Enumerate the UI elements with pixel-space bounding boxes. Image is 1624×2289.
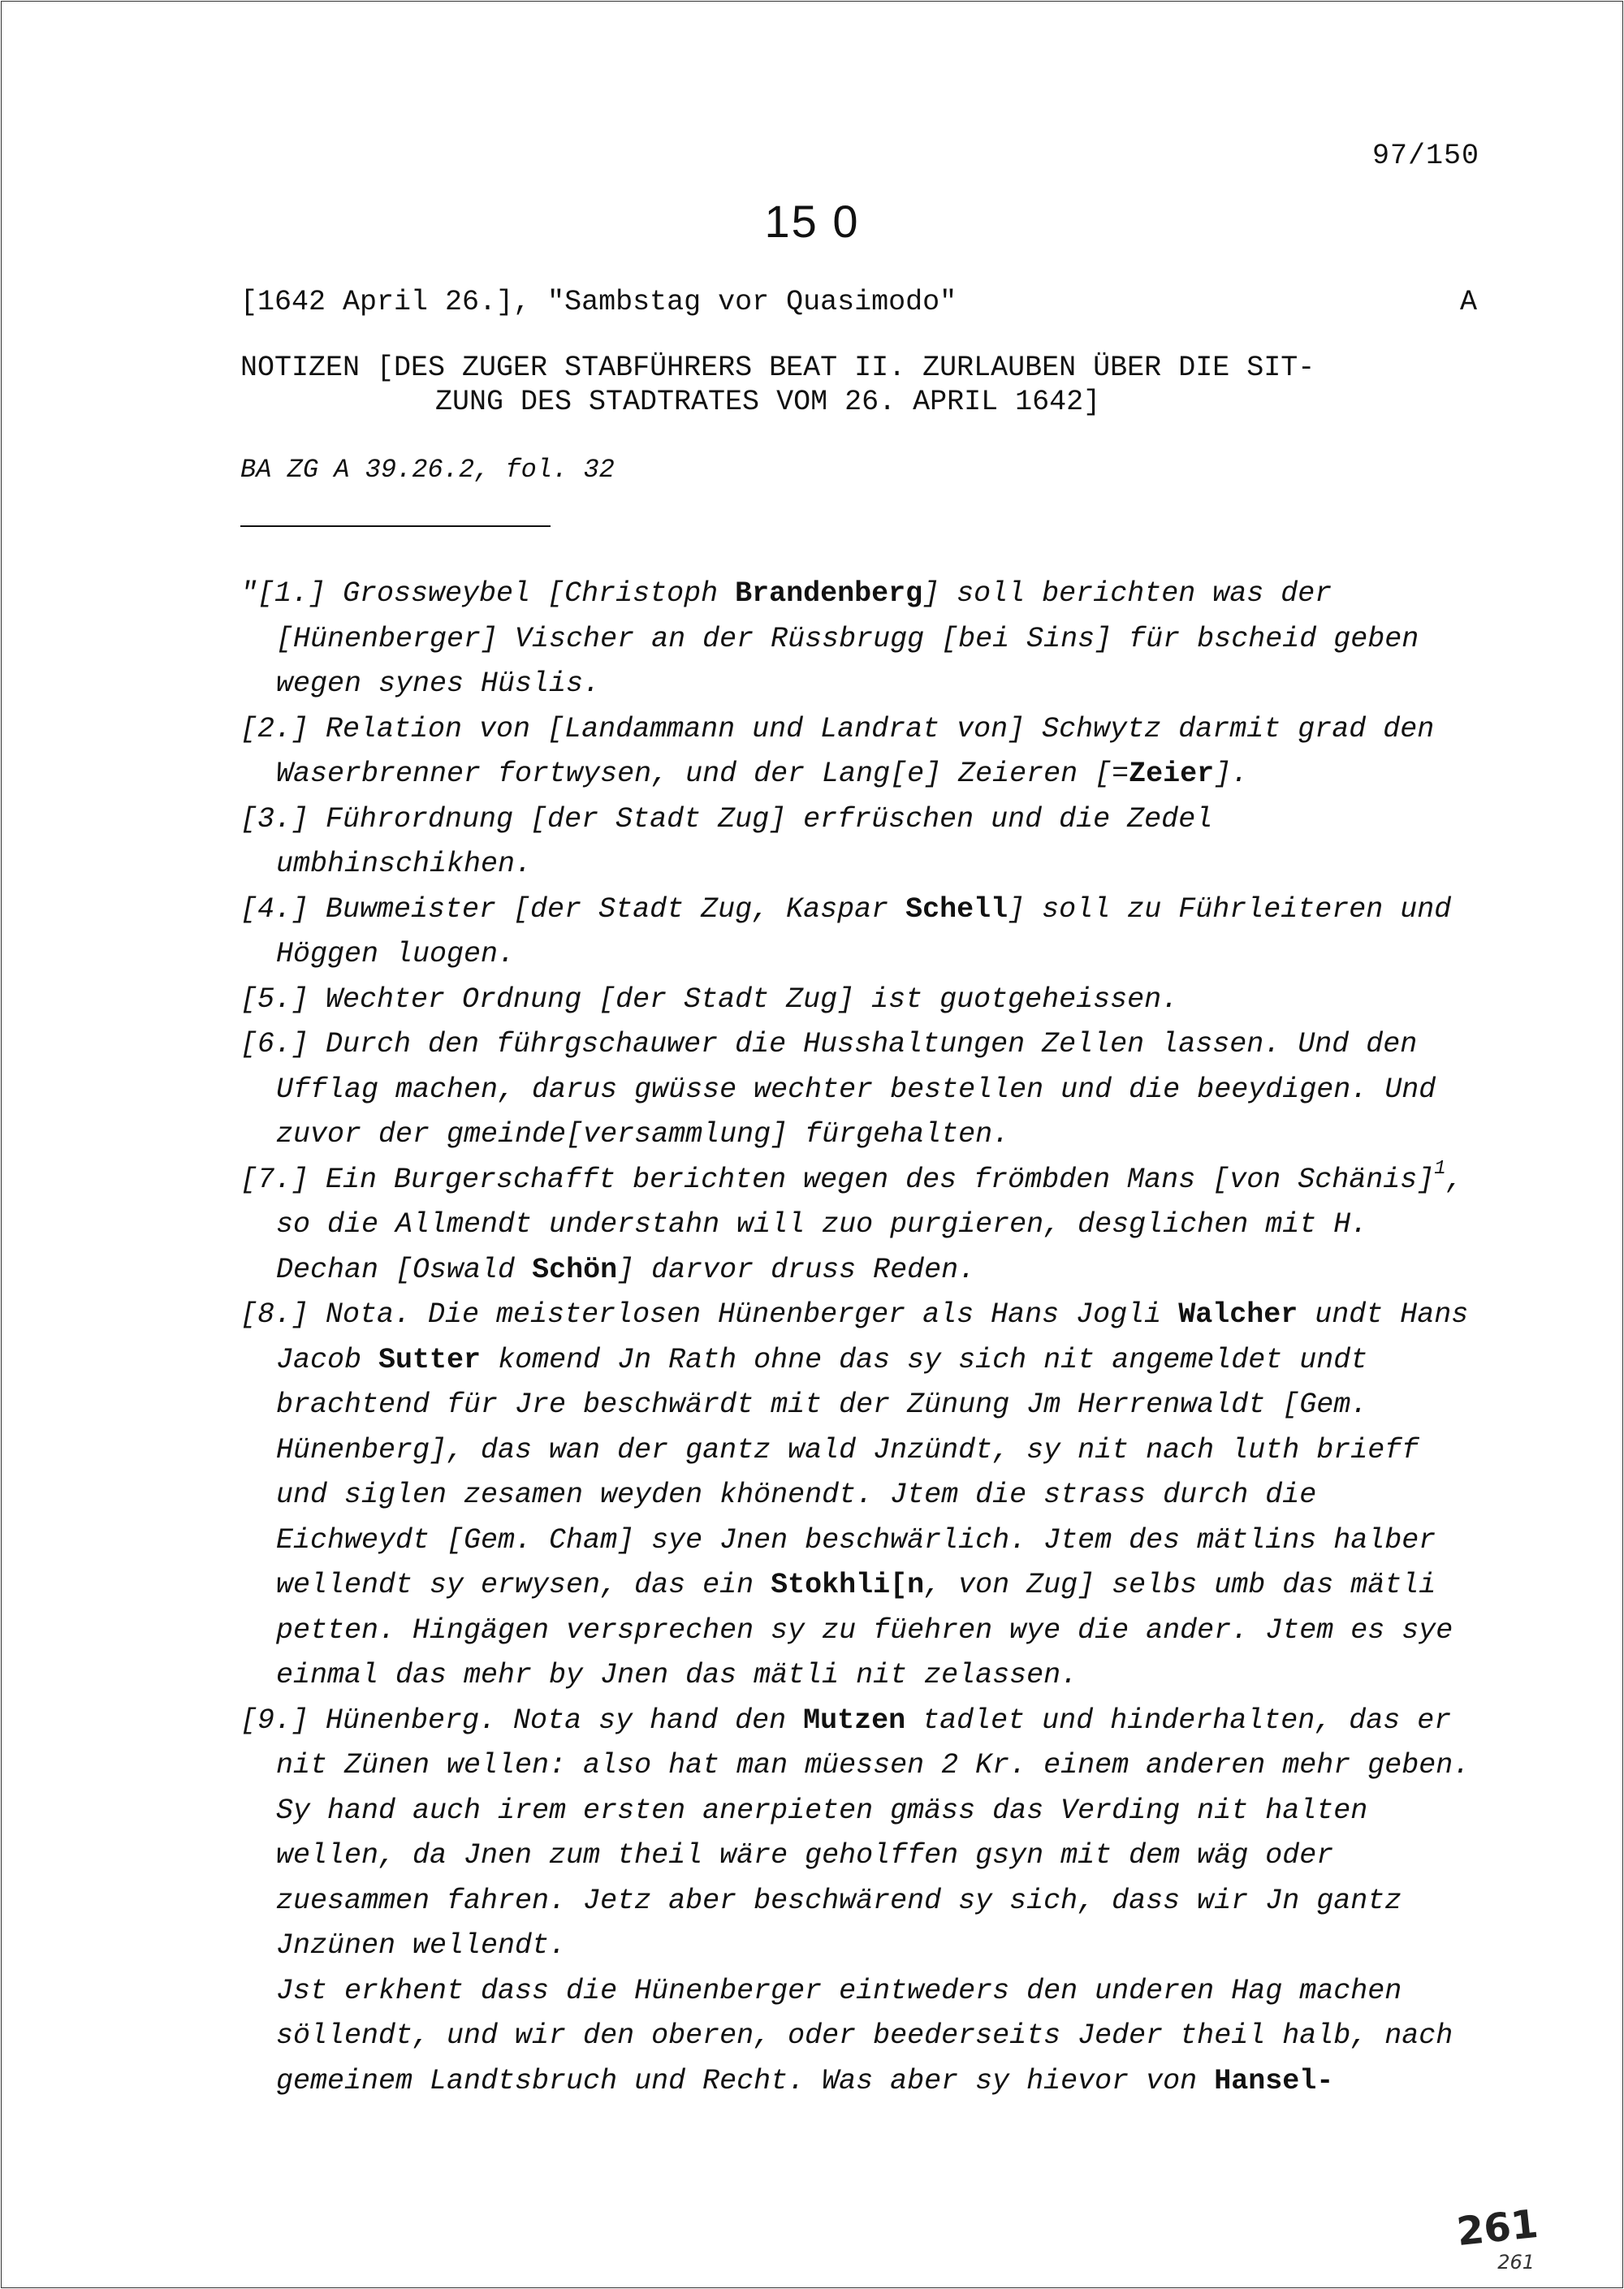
- handwritten-page-number: 261: [1454, 2200, 1540, 2256]
- entry-9-paragraph-3: Jst erkhent dass die Hünenberger eintweders den underen Hag machen söllendt, und wir den oberen, oder beederseits Jeder theil halb, nach gemeinem Landtsbruch und Recht. Was aber sy hievor von Hansel-: [276, 1974, 1453, 2097]
- entry-3: [3.] Führordnung [der Stadt Zug] erfrüschen und die Zedel umbhinschikhen.: [240, 802, 1213, 880]
- date-text: [1642 April 26.], "Sambstag vor Quasimodo": [240, 286, 957, 318]
- document-heading: [240, 351, 1477, 419]
- entry-9: [9.] Hünenberg. Nota sy hand den Mutzen tadlet und hinderhalten, das er nit Zünen wellen: also hat man müessen 2 Kr. einem anderen mehr geben.: [240, 1704, 1471, 1782]
- name-sutter: Sutter: [378, 1343, 482, 1376]
- name-brandenberg: Brandenberg: [735, 577, 923, 610]
- footnote-marker: 1: [1434, 1157, 1446, 1180]
- page-reference: 97/150: [1371, 140, 1479, 172]
- separator-rule: [240, 525, 551, 527]
- name-walcher: Walcher: [1178, 1298, 1298, 1331]
- handwritten-page-number-small: 261: [1497, 2251, 1535, 2274]
- heading-line-2: ZUNG DES STADTRATES VOM 26. APRIL 1642]: [435, 386, 1101, 418]
- entry-8: [8.] Nota. Die meisterlosen Hünenberger als Hans Jogli Walcher undt Hans Jacob Sutter komend Jn Rath ohne das sy sich nit angemeldet undt brachtend für Jre beschwärdt mit der Zünung Jm Herrenwaldt [Gem. Hünenberg], das wan der gantz wald Jnzündt, sy nit nach luth brieff und siglen zesamen weyden khönendt. Jtem die strass durch die Eichweydt [Gem. Cham] sye Jnen beschwärlich. Jtem des mätlins halber wellendt sy erwysen, das ein Stokhli[n, von Zug] selbs umb das mätli petten. Hingägen versprechen sy zu füehren wye die ander. Jtem es sye einmal das mehr by Jnen das mätli nit zelassen.: [240, 1298, 1469, 1691]
- document-body: [240, 572, 1483, 2104]
- date-line: [240, 286, 1477, 318]
- name-schell: Schell: [905, 892, 1009, 926]
- name-hansel: Hansel-: [1214, 2064, 1334, 2097]
- name-mutzen: Mutzen: [803, 1704, 906, 1737]
- document-number: 15 0: [764, 196, 860, 247]
- entry-6: [6.] Durch den führgschauwer die Husshaltungen Zellen lassen. Und den Ufflag machen, darus gwüsse wechter bestellen und die beeydigen. Und zuvor der gmeinde[versammlung] fürgehalten.: [240, 1028, 1436, 1151]
- entry-2: [2.] Relation von [Landammann und Landrat von] Schwytz darmit grad den Waserbrenner fortwysen, und der Lang[e] Zeieren [=Zeier].: [240, 712, 1435, 790]
- entry-1: "[1.] Grossweybel [Christoph Brandenberg] soll berichten was der [Hünenberger] Vischer an der Rüssbrugg [bei Sins] für bscheid geben wegen synes Hüslis.: [240, 577, 1419, 700]
- name-zeier: Zeier: [1129, 758, 1215, 790]
- entry-4: [4.] Buwmeister [der Stadt Zug, Kaspar Schell] soll zu Führleiteren und Höggen luogen.: [240, 892, 1452, 970]
- heading-line-1: NOTIZEN [DES ZUGER STABFÜHRERS BEAT II. ZURLAUBEN ÜBER DIE SIT-: [240, 352, 1315, 384]
- name-stokhlin: Stokhli[n: [771, 1569, 925, 1601]
- name-schoen: Schön: [532, 1253, 618, 1286]
- version-letter: A: [1459, 286, 1477, 318]
- entry-7: [7.] Ein Burgerschafft berichten wegen des frömbden Mans [von Schänis]$^1$, so die Allmendt understahn will zuo purgieren, desglichen mit H. Dechan [Oswald Schön] darvor druss Reden.: [240, 1157, 1463, 1286]
- entry-5: [5.] Wechter Ordnung [der Stadt Zug] ist guotgeheissen.: [240, 983, 1179, 1016]
- archive-source: BA ZG A 39.26.2, fol. 32: [240, 455, 615, 485]
- entry-9-paragraph-2: Sy hand auch irem ersten anerpieten gmäss das Verding nit halten wellen, da Jnen zum theil wäre geholffen gsyn mit dem wäg oder zuesammen fahren. Jetz aber beschwärend sy sich, dass wir Jn gantz Jnzünen wellendt.: [276, 1794, 1402, 1962]
